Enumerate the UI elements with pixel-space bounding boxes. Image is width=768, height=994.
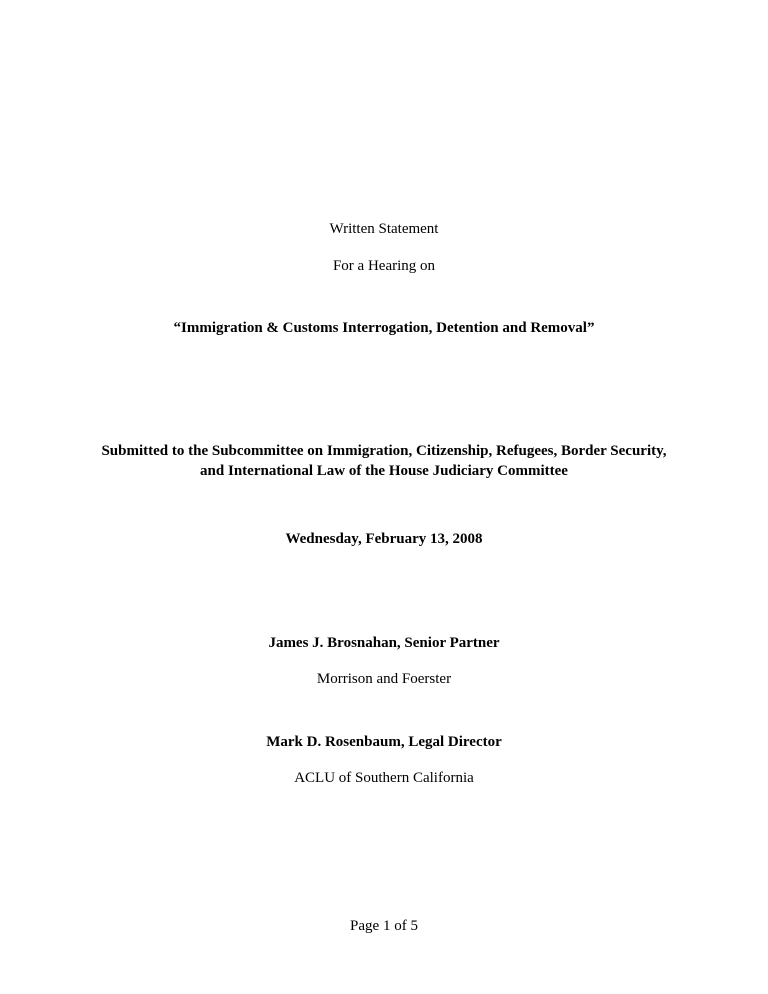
witness-2-organization: ACLU of Southern California — [294, 770, 474, 786]
witness-1-organization: Morrison and Foerster — [316, 671, 452, 687]
witness-1-name: James J. Brosnahan, Senior Partner — [268, 635, 500, 651]
submitted-to-line-1: Submitted to the Subcommittee on Immigration, Citizenship, Refugees, Border Security, — [101, 443, 667, 459]
hearing-date: Wednesday, February 13, 2008 — [285, 531, 483, 547]
hearing-intro: For a Hearing on — [332, 258, 436, 274]
hearing-title: “Immigration & Customs Interrogation, Detention and Removal” — [173, 320, 595, 336]
submitted-to-line-2: and International Law of the House Judiciary Committee — [200, 463, 568, 479]
page-number: Page 1 of 5 — [350, 918, 418, 934]
witness-2-name: Mark D. Rosenbaum, Legal Director — [266, 734, 502, 750]
statement-type: Written Statement — [329, 221, 439, 237]
